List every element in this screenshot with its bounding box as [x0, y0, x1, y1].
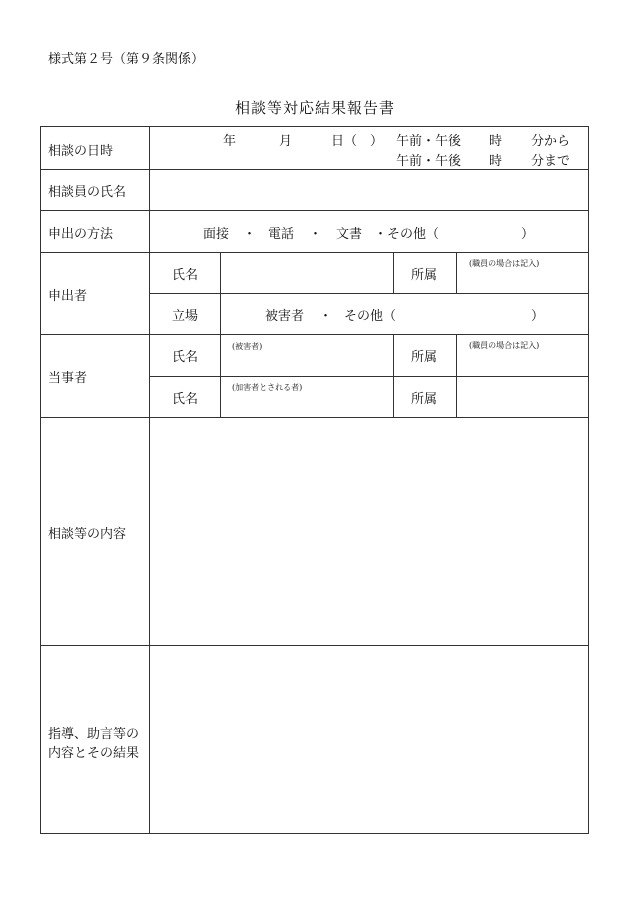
report-table — [40, 126, 589, 834]
parties-label: 当事者 — [48, 371, 88, 386]
method-other: その他（ — [387, 227, 440, 242]
standing-other-close: ） — [531, 309, 545, 324]
method-other-close: ） — [521, 227, 535, 242]
reporter-staff-note: (職員の場合は記入) — [469, 259, 540, 268]
consult-datetime-label: 相談の日時 — [48, 144, 114, 159]
method-separator: ・ — [243, 227, 257, 242]
method-interview: 面接 — [203, 227, 230, 242]
row-divider — [41, 169, 588, 170]
alleged-affiliation-label: 所属 — [411, 392, 438, 407]
reporter-name-label: 氏名 — [172, 268, 199, 283]
year-label: 年 — [223, 134, 237, 149]
alleged-name-label: 氏名 — [172, 392, 199, 407]
victim-note: (被害者) — [232, 342, 263, 351]
guidance-label-line2: 内容とその結果 — [48, 746, 140, 761]
row-divider — [41, 417, 588, 418]
method-separator: ・ — [309, 227, 323, 242]
month-label: 月 — [279, 134, 293, 149]
row-divider — [149, 293, 588, 294]
row-divider — [149, 376, 588, 377]
from-label: 分から — [531, 134, 571, 149]
reporter-affiliation-label: 所属 — [411, 268, 438, 283]
standing-other: その他（ — [344, 309, 397, 324]
row-divider — [41, 252, 588, 253]
hour-start: 時 — [489, 134, 503, 149]
hour-end: 時 — [489, 154, 503, 169]
column-divider — [220, 334, 221, 417]
method-separator: ・ — [374, 227, 388, 242]
ampm-end: 午前・午後 — [396, 154, 462, 169]
reporter-label: 申出者 — [48, 289, 88, 304]
day-label: 日（ ） — [331, 134, 384, 149]
column-divider — [393, 334, 394, 417]
consult-content-label: 相談等の内容 — [48, 527, 127, 542]
column-divider — [393, 252, 394, 293]
report-method-label: 申出の方法 — [48, 227, 114, 242]
reporter-position-label: 立場 — [172, 309, 199, 324]
consultant-name-label: 相談員の氏名 — [48, 185, 127, 200]
row-divider — [41, 645, 588, 646]
method-document: 文書 — [336, 227, 363, 242]
victim-affiliation-label: 所属 — [411, 350, 438, 365]
guidance-label-line1: 指導、助言等の — [48, 727, 140, 742]
form-number: 様式第２号（第９条関係） — [48, 52, 205, 67]
column-divider — [149, 127, 150, 833]
column-divider — [456, 334, 457, 417]
victim-name-label: 氏名 — [172, 350, 199, 365]
row-divider — [41, 210, 588, 211]
standing-separator: ・ — [319, 309, 333, 324]
alleged-note: (加害者とされる者) — [232, 383, 303, 392]
column-divider — [456, 252, 457, 293]
method-phone: 電話 — [268, 227, 295, 242]
victim-staff-note: (職員の場合は記入) — [469, 341, 540, 350]
to-label: 分まで — [531, 154, 571, 169]
ampm-start: 午前・午後 — [396, 134, 462, 149]
row-divider — [41, 334, 588, 335]
form-title: 相談等対応結果報告書 — [234, 99, 395, 117]
standing-victim: 被害者 — [265, 309, 305, 324]
column-divider — [220, 252, 221, 334]
